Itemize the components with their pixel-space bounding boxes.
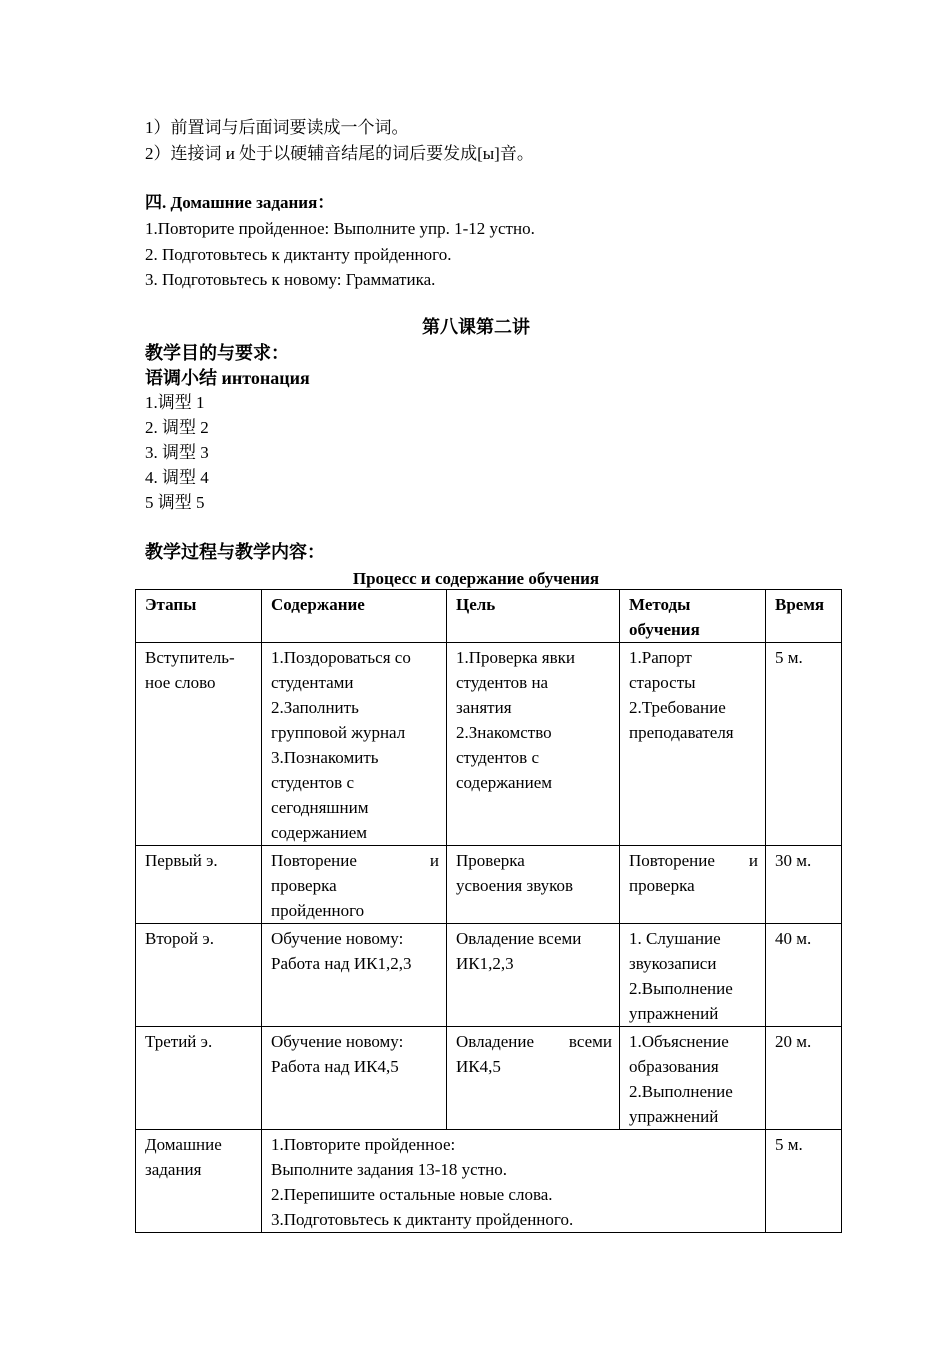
header-cell-time: Время (766, 590, 842, 643)
time-cell: 40 м. (766, 924, 842, 1027)
cell-line: студентами (271, 673, 354, 692)
stage-cell (136, 643, 262, 846)
tone-item-4: 4. 调型 4 (145, 468, 209, 487)
content-cell (262, 924, 447, 1027)
cell-line: 2.Знакомство (456, 723, 552, 742)
methods-cell (620, 1027, 766, 1130)
methods-cell (620, 643, 766, 846)
table-row (136, 643, 842, 846)
cell-line: 3.Подготовьтесь к диктанту пройденного. (271, 1210, 574, 1229)
stage-cell (136, 1130, 262, 1233)
cell-line: Выполните задания 13-18 устно. (271, 1160, 507, 1179)
goals-heading: 教学目的与要求： (145, 343, 289, 363)
tone-item-2: 2. 调型 2 (145, 418, 209, 437)
time-cell: 30 м. (766, 846, 842, 924)
goal-cell (447, 846, 620, 924)
cell-line: ИК4,5 (456, 1057, 501, 1076)
cell-line: звукозаписи (629, 954, 717, 973)
cell-line: усвоения звуков (456, 876, 574, 895)
cell-line: Работа над ИК4,5 (271, 1057, 399, 1076)
cell-line: Третий э. (145, 1032, 213, 1051)
lesson-topic: 语调小结 интонация (145, 368, 310, 388)
cell-line: Овладение всеми (456, 1032, 612, 1051)
table-caption: Процесс и содержание обучения (352, 569, 600, 588)
cell-line: Обучение новому: (271, 1032, 404, 1051)
time-cell: 5 м. (766, 643, 842, 846)
header-cell-methods: Методы обучения (620, 590, 766, 643)
cell-line: образования (629, 1057, 719, 1076)
stage-cell (136, 1027, 262, 1130)
methods-cell (620, 846, 766, 924)
cell-line: 2.Выполнение (629, 979, 733, 998)
cell-line: проверка (271, 876, 337, 895)
homework-item-3: 3. Подготовьтесь к новому: Грамматика. (145, 270, 436, 289)
cell-line: Первый э. (145, 851, 218, 870)
cell-line: Проверка (456, 851, 525, 870)
lesson-plan-table (135, 589, 842, 1233)
cell-line: упражнений (629, 1004, 719, 1023)
methods-cell (620, 924, 766, 1027)
cell-line: 1.Рапорт (629, 648, 692, 667)
cell-line: студентов с (456, 748, 539, 767)
cell-line: 1.Повторите пройденное: (271, 1135, 456, 1154)
cell-line: Повторение и (271, 851, 439, 870)
time-cell: 5 м. (766, 1130, 842, 1233)
cell-line: Вступитель- (145, 648, 235, 667)
cell-line: ИК1,2,3 (456, 954, 514, 973)
cell-line: сегодняшним (271, 798, 369, 817)
cell-line: содержанием (271, 823, 368, 842)
header-cell-goal: Цель (447, 590, 620, 643)
cell-line: 1.Поздороваться со (271, 648, 411, 667)
cell-line: студентов на (456, 673, 549, 692)
cell-line: студентов с (271, 773, 354, 792)
tone-item-1: 1.调型 1 (145, 393, 205, 412)
cell-line: 2.Перепишите остальные новые слова. (271, 1185, 553, 1204)
table-header-row (136, 590, 842, 643)
tone-item-3: 3. 调型 3 (145, 443, 209, 462)
stage-cell (136, 924, 262, 1027)
goal-cell (447, 1027, 620, 1130)
cell-line: преподавателя (629, 723, 734, 742)
cell-line: Работа над ИК1,2,3 (271, 954, 412, 973)
cell-line: 2.Требование (629, 698, 726, 717)
cell-line: 1.Проверка явки (456, 648, 575, 667)
table-row (136, 1027, 842, 1130)
homework-heading: 四. Домашние задания： (145, 193, 335, 212)
homework-content-cell (262, 1130, 766, 1233)
cell-line: 1.Объяснение (629, 1032, 729, 1051)
content-cell (262, 846, 447, 924)
cell-line: 3.Познакомить (271, 748, 379, 767)
cell-line: Домашние (145, 1135, 222, 1154)
goal-cell (447, 924, 620, 1027)
homework-row (136, 1130, 842, 1233)
cell-line: содержанием (456, 773, 553, 792)
cell-line: старосты (629, 673, 696, 692)
cell-line: 1. Слушание (629, 929, 721, 948)
table-row (136, 846, 842, 924)
cell-line: 2.Заполнить (271, 698, 359, 717)
homework-item-2: 2. Подготовьтесь к диктанту пройденного. (145, 245, 452, 264)
cell-line: упражнений (629, 1107, 719, 1126)
table-row (136, 924, 842, 1027)
header-cell-stage: Этапы (136, 590, 262, 643)
content-cell (262, 643, 447, 846)
cell-line: задания (145, 1160, 202, 1179)
cell-line: Овладение всеми (456, 929, 582, 948)
lesson-title: 第八课第二讲 (422, 317, 530, 337)
cell-line: Обучение новому: (271, 929, 404, 948)
cell-line: групповой журнал (271, 723, 406, 742)
cell-line: занятия (456, 698, 512, 717)
cell-line: 2.Выполнение (629, 1082, 733, 1101)
cell-line: Второй э. (145, 929, 214, 948)
header-cell-content: Содержание (262, 590, 447, 643)
content-cell (262, 1027, 447, 1130)
process-heading: 教学过程与教学内容： (145, 542, 325, 562)
stage-cell (136, 846, 262, 924)
intro-line-1: 1）前置词与后面词要读成一个词。 (145, 118, 409, 137)
cell-line: ное слово (145, 673, 216, 692)
tone-item-5: 5 调型 5 (145, 493, 205, 512)
cell-line: проверка (629, 876, 695, 895)
cell-line: пройденного (271, 901, 365, 920)
cell-line: Повторение и (629, 851, 758, 870)
homework-item-1: 1.Повторите пройденное: Выполните упр. 1-12 устно. (145, 219, 535, 238)
goal-cell (447, 643, 620, 846)
time-cell: 20 м. (766, 1027, 842, 1130)
intro-line-2: 2）连接词 и 处于以硬辅音结尾的词后要发成[ы]音。 (145, 144, 534, 163)
